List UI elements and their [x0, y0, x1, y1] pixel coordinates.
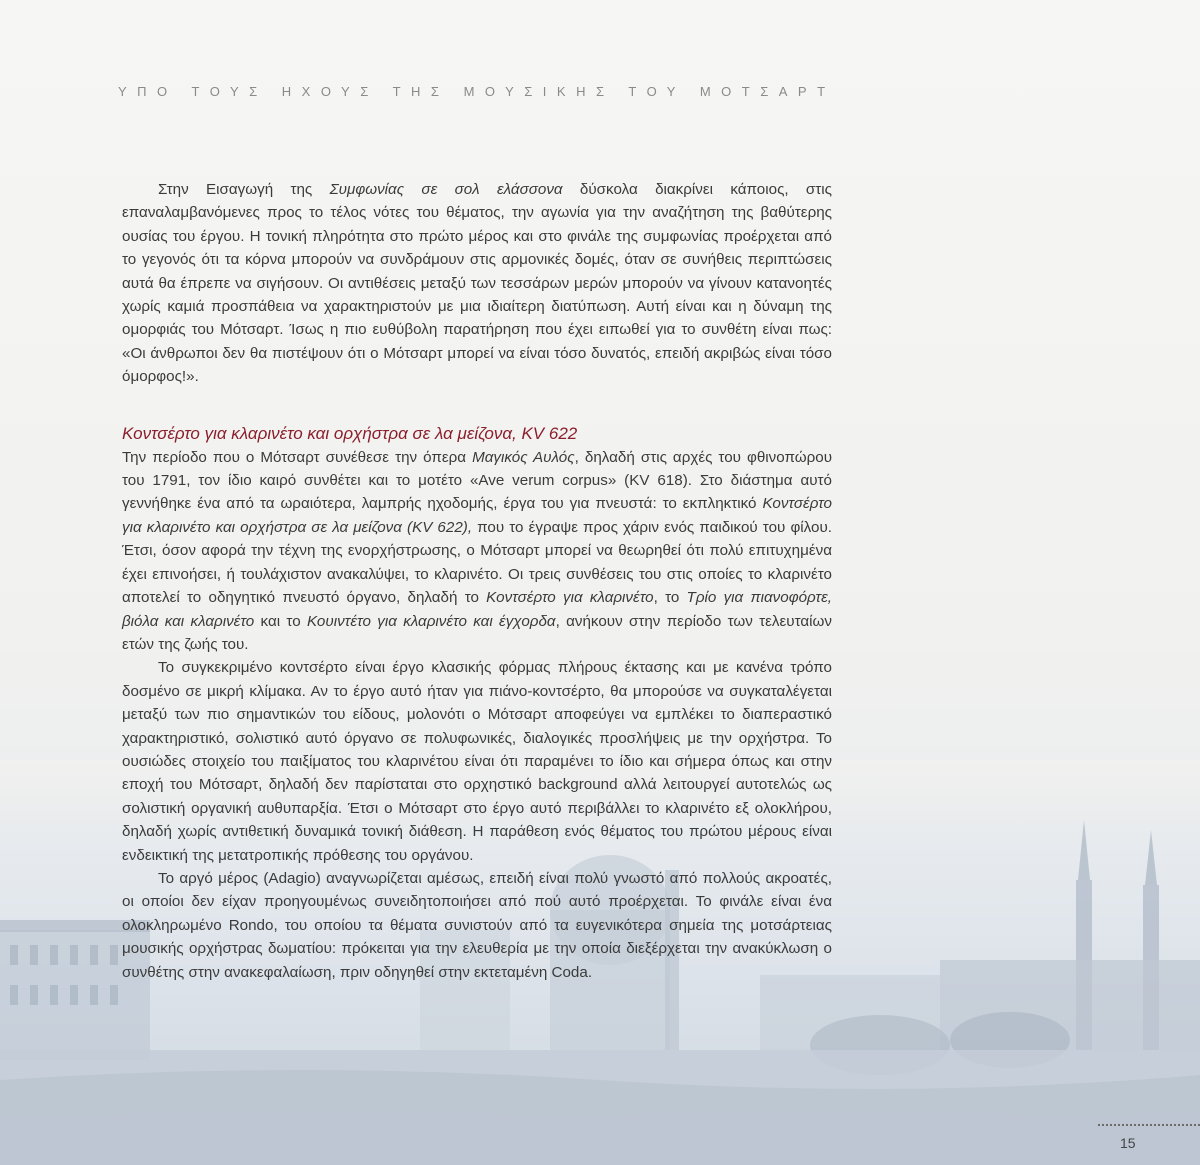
section-heading: Κοντσέρτο για κλαρινέτο και ορχήστρα σε λα μείζονα, KV 622 [122, 423, 578, 443]
page-number: 15 [1120, 1135, 1136, 1151]
article-body [122, 178, 832, 984]
paragraph: Στην Εισαγωγή της Συμφωνίας σε σολ ελάσσονα δύσκολα διακρίνει κάποιος, στις επαναλαμβανόμενες προς το τέλος νότες του θέματος, την αγωνία για την αναζήτηση της βαθύτερης ουσίας του έργου. Η τονική πληρότητα στο πρώτο μέρος και στο φινάλε της συμφωνίας προέρχεται από το γεγονός ότι τα κόρνα μπορούν να συνδράμουν στις αρμονικές δομές, όταν σε συνήθεις περιπτώσεις αυτά θα έπρεπε να σιγήσουν. Οι αντιθέσεις μεταξύ των τεσσάρων μερών μπορούν να γίνουν κατανοητές χωρίς καμιά προσπάθεια να χαρακτηριστούν με μια ιδιαίτερη διατύπωση. Αυτή είναι και η δύναμη της ομορφιάς του Μότσαρτ. Ίσως η πιο ευθύβολη παρατήρηση που έχει ειπωθεί για το συνθέτη είναι πως: «Οι άνθρωποι δεν θα πιστέψουν ότι ο Μότσαρτ μπορεί να είναι τόσο δυνατός, επειδή ακριβώς είναι τόσο όμορφος!». [122, 181, 832, 386]
paragraph: Την περίοδο που ο Μότσαρτ συνέθεσε την όπερα Μαγικός Αυλός, δηλαδή στις αρχές του φθινοπώρου του 1791, τον ίδιο καιρό συνθέτει και το μοτέτο «Ave verum corpus» (KV 618). Στο διάστημα αυτό γεννήθηκε ένα από τα ωραιότερα, λαμπρής ηχοδομής, έργα του για πνευστά: το εκπληκτικό Κοντσέρτο για κλαρινέτο και ορχήστρα σε λα μείζονα (KV 622), που το έγραψε προς χάριν ενός παιδικού του φίλου. Έτσι, όσον αφορά την τέχνη της ενορχήστρωσης, ο Μότσαρτ μπορεί να θεωρηθεί ότι πολύ επιτυχημένα έχει επινοήσει, ή τουλάχιστον ανακαλύψει, το κλαρινέτο. Οι τρεις συνθέσεις του στις οποίες το κλαρινέτο αποτελεί το οδηγητικό πνευστό όργανο, δηλαδή το Κοντσέρτο για κλαρινέτο, το Τρίο για πιανοφόρτε, βιόλα και κλαρινέτο και το Κουιντέτο για κλαρινέτο και έγχορδα, ανήκουν στην περίοδο των τελευταίων ετών της ζωής του. [122, 448, 833, 653]
paragraph: Το αργό μέρος (Adagio) αναγνωρίζεται αμέσως, επειδή είναι πολύ γνωστό από πολλούς ακροατές, οι οποίοι δεν είχαν προηγουμένως συνειδητοποιήσει από πού αυτό προέρχεται. Το φινάλε είναι ένα ολοκληρωμένο Rondo, του οποίου τα θέματα συνιστούν από τα ευγενικότερα σημεία της μοτσάρτειας μουσικής ορχήστρας δωματίου: πρόκειται για την ελευθερία με την οποία διεξέρχεται την ανακύκλωση ο συνθέτης στην ανακεφαλαίωση, πριν οδηγηθεί στην εκτεταμένη Coda. [122, 869, 832, 981]
footer-dotted-rule [1098, 1124, 1200, 1126]
paragraph: Το συγκεκριμένο κοντσέρτο είναι έργο κλασικής φόρμας πλήρους έκτασης και με κανένα τρόπο δοσμένο σε μικρή κλίμακα. Αν το έργο αυτό ήταν για πιάνο-κοντσέρτο, θα μπορούσε να συγκαταλέγεται μεταξύ των πιο σημαντικών του είδους, μολονότι ο Μότσαρτ αποφεύγει να εμπλέκει το διαπεραστικό χαρακτηριστικό, σολιστικό αυτό όργανο σε πολυφωνικές, διαλογικές προσλήψεις με την ορχήστρα. Το ουσιώδες στοιχείο του παιξίματος του κλαρινέτου είναι ότι παραμένει το ίδιο και σήμερα όπως και στην εποχή του Μότσαρτ, δηλαδή δεν παρίσταται στο ορχηστικό background αλλά λειτουργεί αυτοτελώς ως σολιστική οργανική αυθυπαρξία. Έτσι ο Μότσαρτ στο έργο αυτό περιβάλλει το κλαρινέτο εξ ολοκλήρου, δηλαδή χωρίς αντιθετική δυναμικά τονική διάθεση. Η παράθεση ενός θέματος του πρώτου μέρους είναι ενδεικτική της μετατροπικής πρόθεσης του οργάνου. [122, 659, 832, 864]
running-header: ΥΠΟ ΤΟΥΣ ΗΧΟΥΣ ΤΗΣ ΜΟΥΣΙΚΗΣ ΤΟΥ ΜΟΤΣΑΡΤ [118, 84, 836, 99]
